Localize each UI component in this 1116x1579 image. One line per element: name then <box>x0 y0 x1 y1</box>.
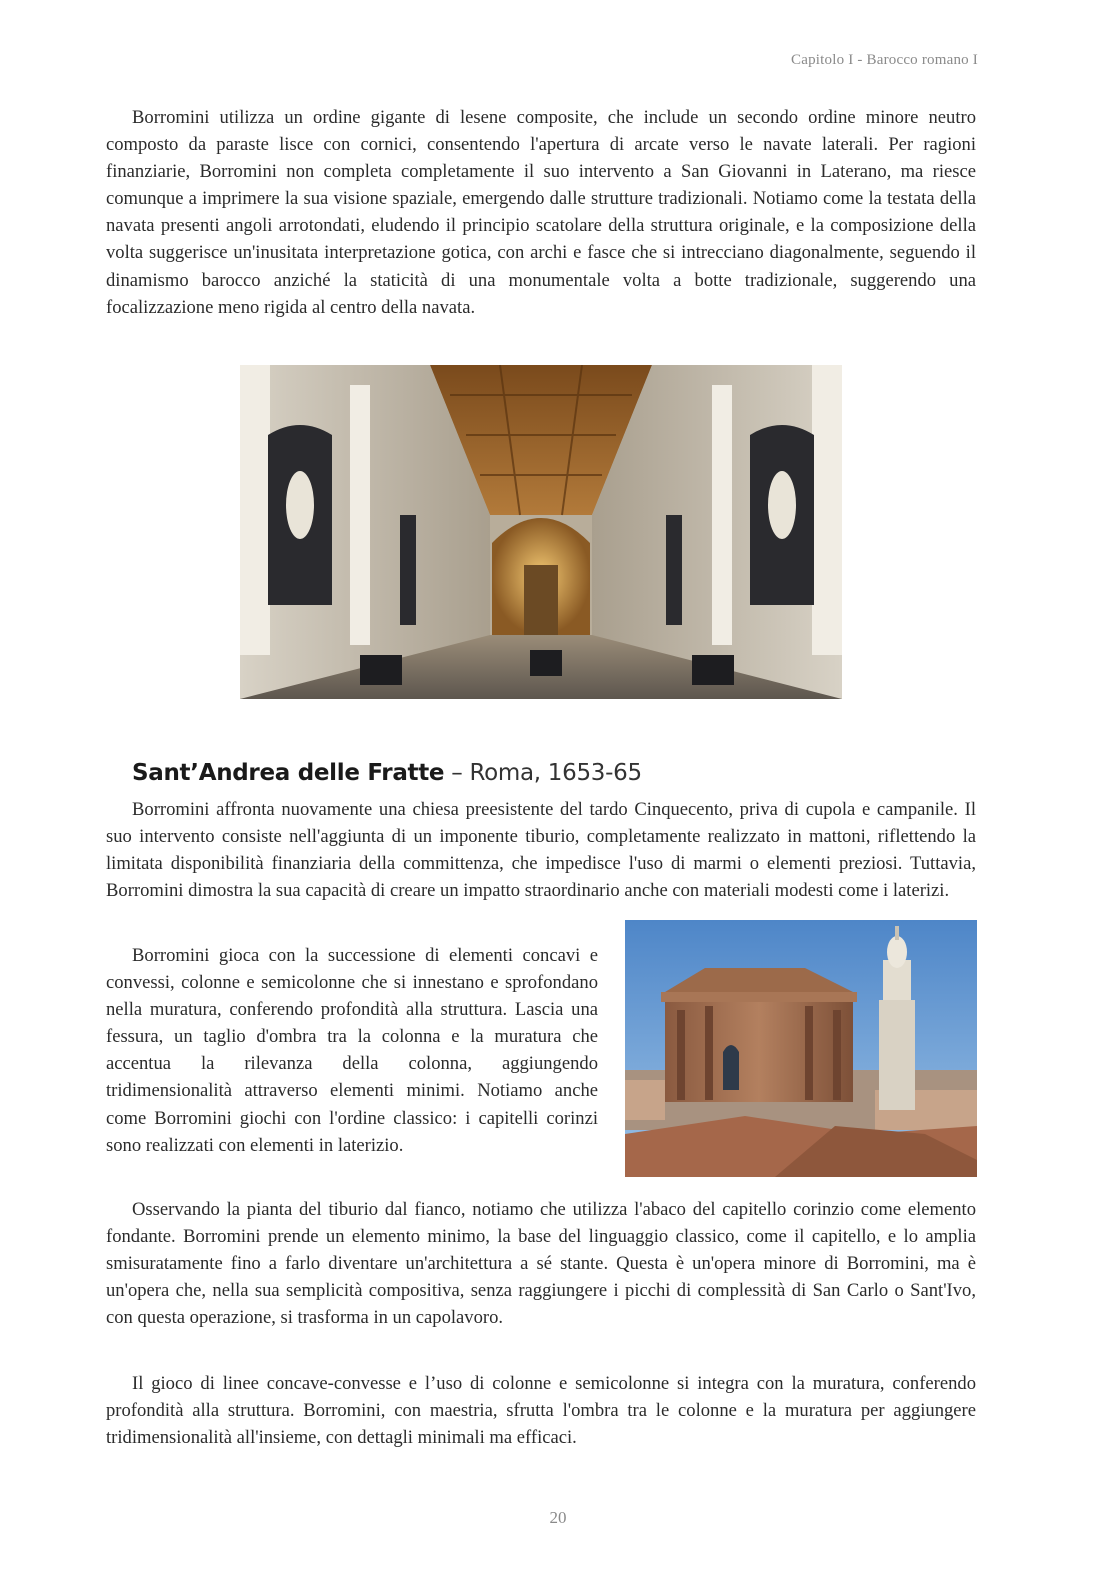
section-heading <box>132 760 642 786</box>
photo-san-giovanni-nave <box>240 365 842 699</box>
page-number: 20 <box>549 1508 567 1527</box>
paragraph-concave-convex-lines: Il gioco di linee concave-convesse e l’uso di colonne e semicolonne si integra con la muratura, conferendo profondità alla struttura. Borromini, con maestria, sfrutta l'ombra tra le colonne e la muratura per aggiungere tridimensionalità all'insieme, con dettagli minimali ma efficaci. <box>106 1373 976 1449</box>
section-subtitle: – Roma, 1653-65 <box>444 760 642 786</box>
photo-sant-andrea-tiburio <box>625 920 977 1177</box>
paragraph-tiburio-plan: Osservando la pianta del tiburio dal fianco, notiamo che utilizza l'abaco del capitello corinzio come elemento fondante. Borromini prende un elemento minimo, la base del linguaggio classico, come il capitello, e lo amplia smisuratamente fino a farlo diventare un'architettura a sé stante. Questa è un'opera minore di Borromini, ma è un'opera che, nella sua semplicità compositiva, senza raggiungere i picchi di complessità di San Carlo o Sant'Ivo, con questa operazione, si trasforma in un capolavoro. <box>106 1199 976 1329</box>
paragraph-sant-andrea-intro: Borromini affronta nuovamente una chiesa preesistente del tardo Cinquecento, priva di cupola e campanile. Il suo intervento consiste nell'aggiunta di un imponente tiburio, completamente realizzato in mattoni, riflettendo la limitata disponibilità finanziaria della committenza, che impedisce l'uso di marmi o elementi preziosi. Tuttavia, Borromini dimostra la sua capacità di creare un impatto straordinario anche con materiali modesti come i laterizi. <box>106 799 976 902</box>
paragraph-concave-convex: Borromini gioca con la successione di elementi concavi e convessi, colonne e semicolonne che si innestano e sprofondano nella muratura, conferendo profondità alla struttura. Lascia una fessura, un taglio d'ombra tra la colonna e la muratura che accentua la rilevanza della colonna, aggiungendo tridimensionalità attraverso elementi minimi. Notiamo anche come Borromini giochi con l'ordine classico: i capitelli corinzi sono realizzati con elementi in laterizio. <box>106 945 598 1156</box>
paragraph-san-giovanni: Borromini utilizza un ordine gigante di lesene composite, che include un secondo ordine minore neutro composto da paraste lisce con cornici, consentendo l'apertura di arcate verso le navate laterali. Per ragioni finanziarie, Borromini non completa completamente il suo intervento a San Giovanni in Laterano, ma riesce comunque a imprimere la sua visione spaziale, emergendo dalle strutture tradizionali. Notiamo come la testata della navata presenti angoli arrotondati, eludendo il principio scatolare della struttura originale, e la composizione della volta suggerisce un'inusitata interpretazione gotica, con archi e fasce che si intrecciano diagonalmente, seguendo il dinamismo barocco anziché la staticità di una monumentale volta a botte tradizionale, suggerendo una focalizzazione meno rigida al centro della navata. <box>106 107 976 318</box>
section-title: Sant’Andrea delle Fratte <box>132 760 445 786</box>
running-header: Capitolo I - Barocco romano I <box>791 52 978 68</box>
